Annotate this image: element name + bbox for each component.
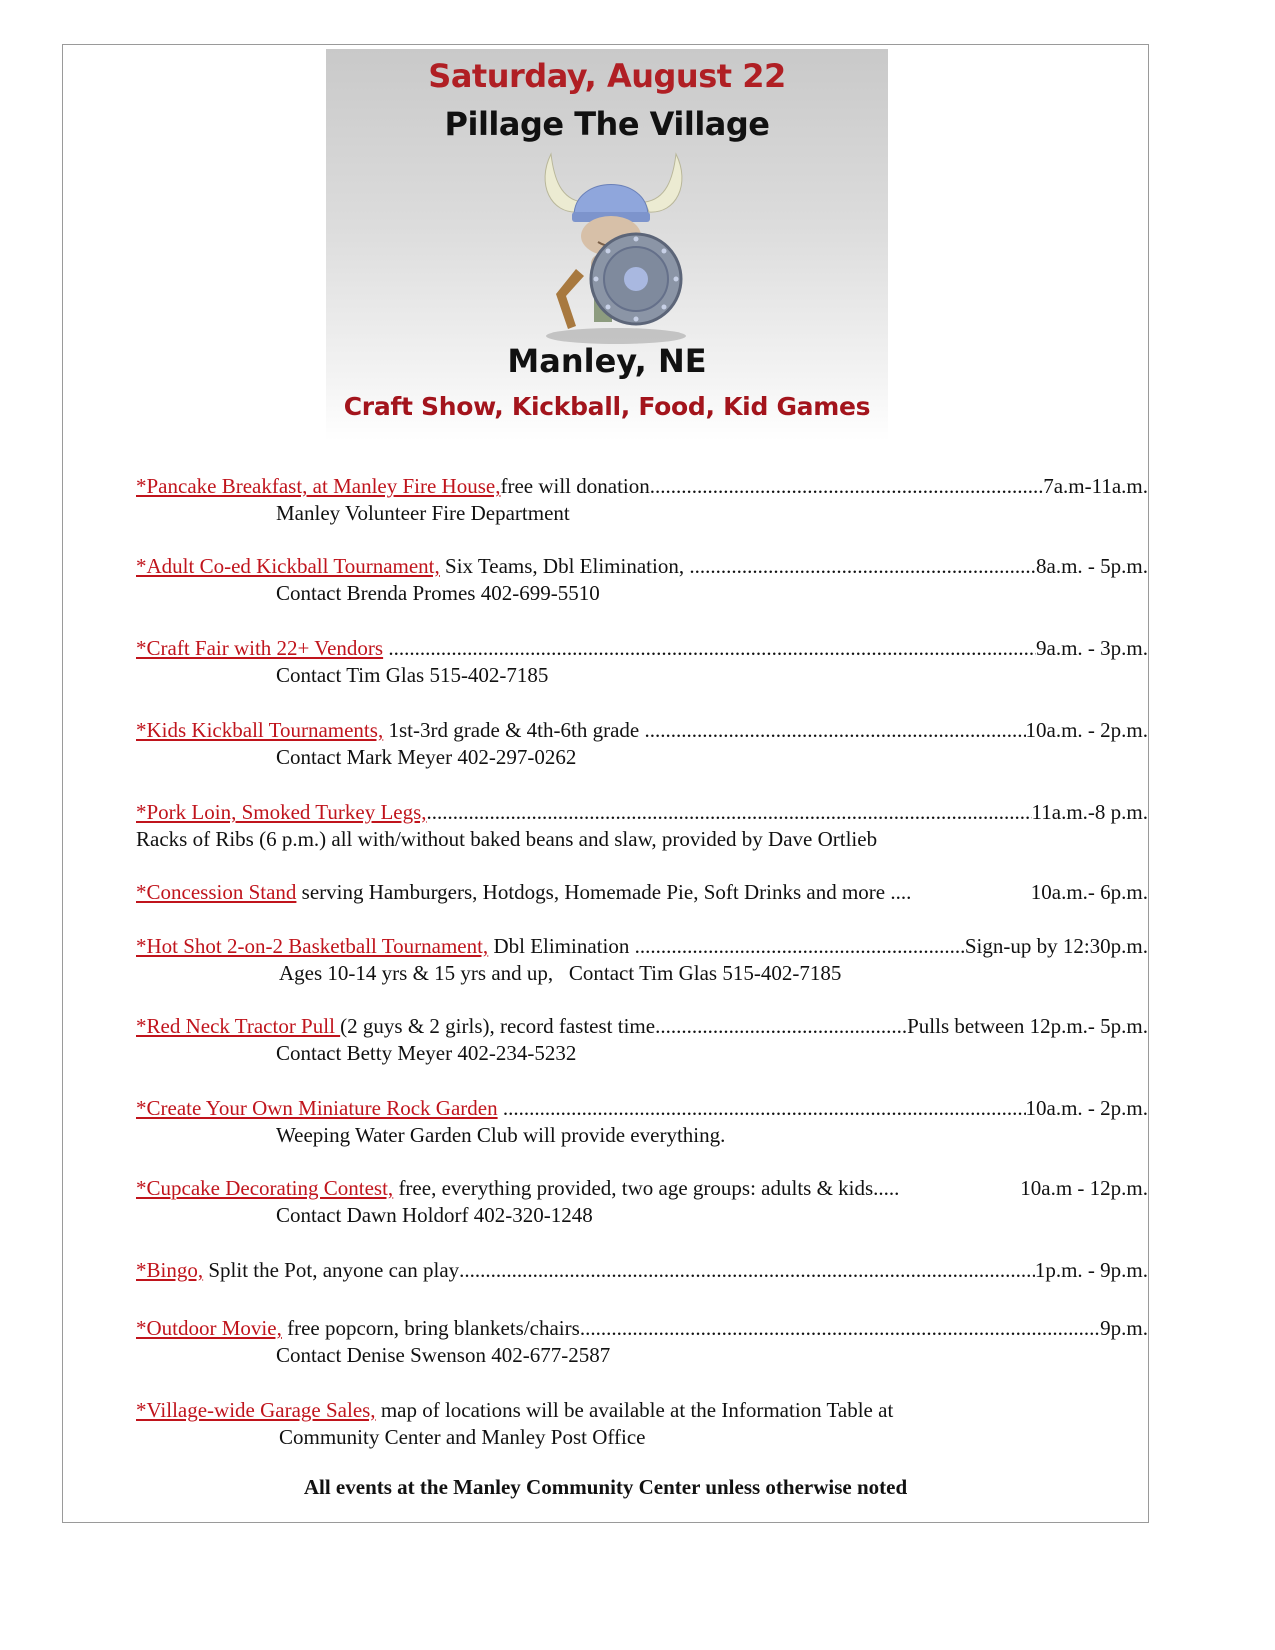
- leader-dots: [635, 933, 965, 960]
- event-poster: [326, 49, 888, 441]
- leader-dots: [427, 799, 1032, 826]
- event-link[interactable]: *Kids Kickball Tournaments,: [136, 718, 384, 742]
- event-contact: Contact Dawn Holdorf 402-320-1248: [276, 1203, 593, 1227]
- leader-dots: [459, 1257, 1035, 1284]
- event-description: Dbl Elimination: [488, 934, 635, 958]
- event-description: map of locations will be available at the Information Table at: [375, 1398, 894, 1422]
- event-item: [136, 1095, 1148, 1149]
- leader-dots: [655, 1013, 907, 1040]
- event-item: [136, 1013, 1148, 1067]
- event-description: free will donation: [500, 474, 650, 498]
- event-time: Sign-up by 12:30p.m.: [964, 934, 1148, 958]
- event-time: 10a.m. - 2p.m.: [1025, 1096, 1148, 1120]
- event-details: Community Center and Manley Post Office: [279, 1425, 646, 1449]
- event-description: serving Hamburgers, Hotdogs, Homemade Pie, Soft Drinks and more ....: [296, 880, 912, 904]
- event-link[interactable]: *Cupcake Decorating Contest,: [136, 1176, 394, 1200]
- event-contact: Ages 10-14 yrs & 15 yrs and up, Contact Tim Glas 515-402-7185: [279, 961, 842, 985]
- event-description: (2 guys & 2 girls), record fastest time: [340, 1014, 656, 1038]
- event-item: [136, 1175, 1148, 1229]
- leader-dots: [580, 1315, 1100, 1342]
- event-contact: Contact Brenda Promes 402-699-5510: [276, 581, 600, 605]
- event-time: 7a.m-11a.m.: [1043, 474, 1148, 498]
- event-link[interactable]: *Concession Stand: [136, 880, 297, 904]
- footer-note: All events at the Manley Community Center unless otherwise noted: [303, 1475, 908, 1499]
- leader-dots: [644, 717, 1025, 744]
- event-contact: Contact Mark Meyer 402-297-0262: [276, 745, 577, 769]
- event-link[interactable]: *Village-wide Garage Sales,: [136, 1398, 376, 1422]
- leader-dots: [388, 635, 1036, 662]
- event-time: 8a.m. - 5p.m.: [1036, 554, 1148, 578]
- leader-dots: [689, 553, 1036, 580]
- event-location: Manley, NE: [507, 342, 707, 380]
- event-link[interactable]: *Adult Co-ed Kickball Tournament,: [136, 554, 440, 578]
- event-link[interactable]: *Create Your Own Miniature Rock Garden: [136, 1096, 498, 1120]
- event-description: free popcorn, bring blankets/chairs: [281, 1316, 580, 1340]
- event-date: Saturday, August 22: [428, 57, 786, 95]
- event-item: [136, 553, 1148, 607]
- viking-mascot-icon: [516, 144, 706, 344]
- event-link[interactable]: *Pork Loin, Smoked Turkey Legs,: [136, 800, 427, 824]
- event-time: 9a.m. - 3p.m.: [1036, 636, 1148, 660]
- event-item: [136, 879, 1148, 906]
- event-item: [136, 717, 1148, 771]
- event-contact: Weeping Water Garden Club will provide everything.: [276, 1123, 726, 1147]
- event-time: 1p.m. - 9p.m.: [1034, 1258, 1148, 1282]
- event-description: 1st-3rd grade & 4th-6th grade: [383, 718, 645, 742]
- event-contact: Contact Tim Glas 515-402-7185: [276, 663, 549, 687]
- event-link[interactable]: *Pancake Breakfast, at Manley Fire House,: [136, 474, 501, 498]
- event-item: [136, 635, 1148, 689]
- event-time: 10a.m.- 6p.m.: [1030, 880, 1148, 904]
- leader-dots: [650, 473, 1043, 500]
- event-contact: Contact Denise Swenson 402-677-2587: [276, 1343, 611, 1367]
- event-details: Racks of Ribs (6 p.m.) all with/without baked beans and slaw, provided by Dave Ortlieb: [136, 827, 878, 851]
- event-contact: Contact Betty Meyer 402-234-5232: [276, 1041, 577, 1065]
- event-link[interactable]: *Bingo,: [136, 1258, 204, 1282]
- event-description: Split the Pot, anyone can play: [203, 1258, 460, 1282]
- event-item: [136, 473, 1148, 527]
- flyer-page: [62, 44, 1149, 1523]
- event-time: 10a.m - 12p.m.: [1020, 1176, 1148, 1200]
- event-link[interactable]: *Red Neck Tractor Pull: [136, 1014, 341, 1038]
- event-item: [136, 1315, 1148, 1369]
- event-time: 11a.m.-8 p.m.: [1031, 800, 1148, 824]
- event-description: free, everything provided, two age groups: adults & kids.....: [393, 1176, 900, 1200]
- event-link[interactable]: *Outdoor Movie,: [136, 1316, 282, 1340]
- event-item: [136, 1257, 1148, 1284]
- event-description: Six Teams, Dbl Elimination,: [439, 554, 690, 578]
- event-tagline: Craft Show, Kickball, Food, Kid Games: [343, 392, 871, 421]
- event-time: Pulls between 12p.m.- 5p.m.: [907, 1014, 1148, 1038]
- event-item: [136, 799, 1148, 853]
- event-item: [136, 1397, 1148, 1451]
- event-contact: Manley Volunteer Fire Department: [276, 501, 570, 525]
- event-time: 9p.m.: [1100, 1316, 1148, 1340]
- event-link[interactable]: *Craft Fair with 22+ Vendors: [136, 636, 384, 660]
- event-link[interactable]: *Hot Shot 2-on-2 Basketball Tournament,: [136, 934, 489, 958]
- event-time: 10a.m. - 2p.m.: [1025, 718, 1148, 742]
- event-title: Pillage The Village: [444, 105, 770, 143]
- event-item: [136, 933, 1148, 987]
- leader-dots: [503, 1095, 1026, 1122]
